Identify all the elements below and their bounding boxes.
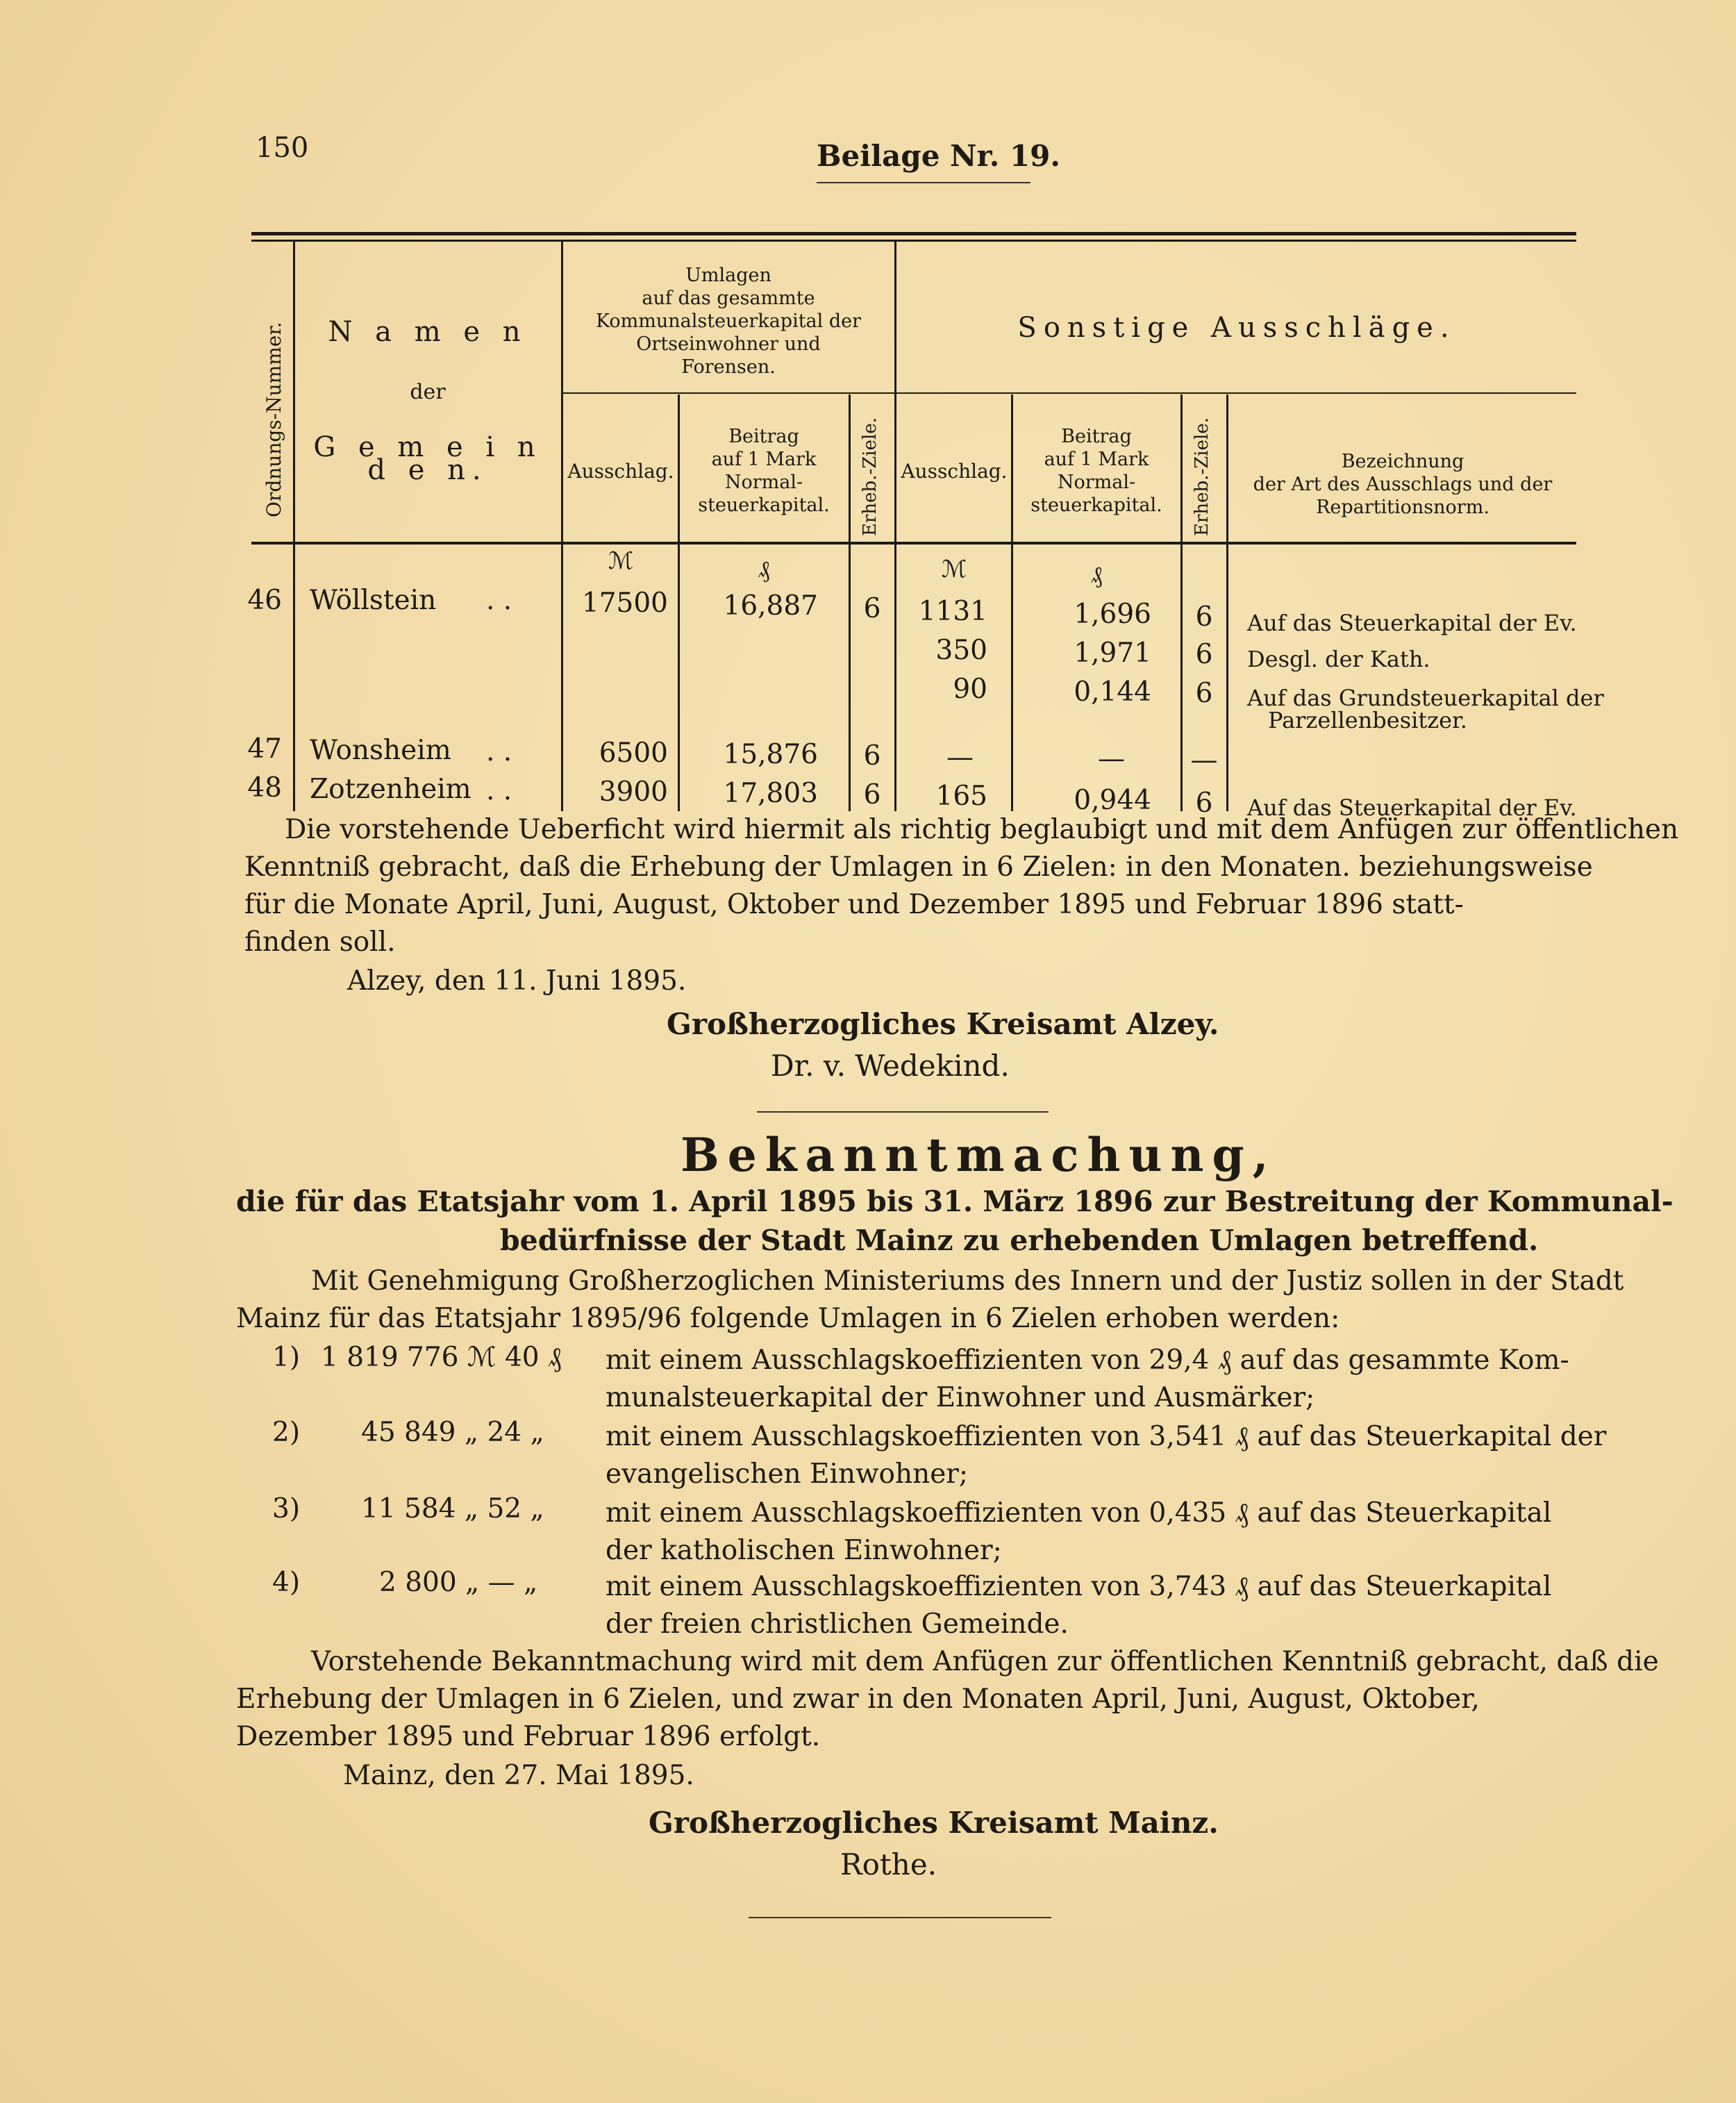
col-line xyxy=(561,242,563,811)
item-text: munalsteuerkapital der Einwohner und Ausmärker; xyxy=(606,1382,1315,1413)
col-line xyxy=(1180,394,1183,811)
item-amount: 11 584 „ 52 „ xyxy=(361,1493,544,1524)
item-number: 4) xyxy=(272,1567,301,1598)
closing-paragraph: Dezember 1895 und Februar 1896 erfolgt. xyxy=(236,1721,821,1752)
header-umlagen: Ortseinwohner und xyxy=(636,333,821,355)
mainz-signatory: Rothe. xyxy=(840,1847,937,1881)
header-namen-der: der xyxy=(410,380,446,404)
item-text: mit einem Ausschlagskoeffizienten von 3,541 ₰ auf das Steuerkapital der xyxy=(606,1421,1607,1452)
header-bezeichnung: Repartitionsnorm. xyxy=(1316,497,1489,518)
row-name: Wonsheim xyxy=(310,735,451,766)
item-number: 3) xyxy=(272,1493,301,1524)
row-sonst-beitrag: 1,971 xyxy=(1074,638,1151,669)
alzey-paragraph: für die Monate April, Juni, August, Oktober und Dezember 1895 und Februar 1896 statt- xyxy=(244,889,1464,920)
mainz-authority: Großherzogliches Kreisamt Mainz. xyxy=(649,1806,1219,1840)
item-text: der freien christlichen Gemeinde. xyxy=(606,1609,1069,1640)
bekanntmachung-subtitle: die für das Etatsjahr vom 1. April 1895 bis 31. März 1896 zur Bestreitung der Kommunal- xyxy=(236,1185,1674,1218)
row-sonst-ausschlag: 1131 xyxy=(918,596,987,627)
item-text: mit einem Ausschlagskoeffizienten von 29,4 ₰ auf das gesammte Kom- xyxy=(606,1345,1569,1376)
row-dots: . . xyxy=(486,736,512,767)
item-number: 1) xyxy=(272,1342,301,1373)
header-umlagen: Kommunalsteuerkapital der xyxy=(595,310,862,332)
row-name: Wöllstein xyxy=(310,585,437,616)
row-sonst-ausschlag: 350 xyxy=(935,635,987,666)
alzey-signatory: Dr. v. Wedekind. xyxy=(771,1049,1010,1083)
col-line xyxy=(849,394,851,811)
header-umlagen: auf das gesammte xyxy=(642,288,815,309)
row-nr: 48 xyxy=(247,772,282,804)
row-beitrag: 15,876 xyxy=(723,739,818,770)
header-beitrag-2: Normal- xyxy=(1057,472,1136,493)
unit-mark: ℳ xyxy=(608,547,634,575)
mainz-place-date: Mainz, den 27. Mai 1895. xyxy=(343,1760,694,1791)
row-ziele: 6 xyxy=(863,779,881,811)
item-text: evangelischen Einwohner; xyxy=(606,1458,969,1490)
alzey-paragraph: finden soll. xyxy=(244,926,396,958)
row-bezeichnung: Auf das Steuerkapital der Ev. xyxy=(1247,795,1577,821)
row-umlage: 3900 xyxy=(599,776,668,808)
header-sub-rule xyxy=(562,392,1576,394)
row-umlage: 6500 xyxy=(599,738,668,769)
row-bezeichnung: Parzellenbesitzer. xyxy=(1268,707,1467,733)
header-bezeichnung: der Art des Ausschlags und der xyxy=(1253,474,1553,495)
table-top-rule xyxy=(251,232,1576,235)
section-separator xyxy=(757,1111,1049,1113)
row-sonst-ausschlag: — xyxy=(946,742,974,773)
row-sonst-ziele: 6 xyxy=(1195,788,1213,819)
row-bezeichnung: Auf das Steuerkapital der Ev. xyxy=(1247,610,1577,636)
header-beitrag: Normal- xyxy=(724,472,803,493)
unit-pfennig: ₰ xyxy=(758,556,770,583)
header-ordnungsnummer: Ordnungs-Nummer. xyxy=(262,322,285,517)
row-sonst-beitrag: 0,944 xyxy=(1074,785,1151,816)
header-bottom-rule xyxy=(251,542,1576,545)
row-ziele: 6 xyxy=(863,593,881,624)
header-beitrag-2: steuerkapital. xyxy=(1030,494,1162,516)
table-top-rule-thin xyxy=(251,240,1576,242)
bekanntmachung-title: Bekanntmachung, xyxy=(681,1128,1277,1182)
row-sonst-ausschlag: 165 xyxy=(935,781,987,812)
row-umlage: 17500 xyxy=(581,588,668,619)
header-beitrag: steuerkapital. xyxy=(698,494,830,516)
item-amount: 1 819 776 ℳ 40 ₰ xyxy=(321,1342,562,1373)
header-umlagen: Umlagen xyxy=(685,265,771,286)
row-name: Zotzenheim xyxy=(310,774,471,805)
row-beitrag: 17,803 xyxy=(723,778,818,809)
col-line xyxy=(293,242,295,811)
row-bezeichnung: Desgl. der Kath. xyxy=(1247,646,1430,672)
header-beitrag-2: auf 1 Mark xyxy=(1044,449,1149,470)
header-sonstige: Sonstige Ausschläge. xyxy=(1017,312,1456,344)
item-text: der katholischen Einwohner; xyxy=(606,1535,1002,1566)
col-line xyxy=(1226,394,1228,811)
end-separator xyxy=(749,1917,1051,1918)
header-erheb-ziele: Erheb.-Ziele. xyxy=(860,417,880,536)
item-amount: 45 849 „ 24 „ xyxy=(361,1417,544,1448)
item-amount: 2 800 „ — „ xyxy=(379,1567,538,1598)
header-beitrag: Beitrag xyxy=(728,426,799,447)
closing-paragraph: Erhebung der Umlagen in 6 Zielen, und zwar in den Monaten April, Juni, August, Oktober, xyxy=(236,1684,1480,1715)
col-line xyxy=(1011,394,1013,811)
unit-mark-2: ℳ xyxy=(941,556,967,583)
row-sonst-beitrag: 1,696 xyxy=(1074,599,1151,630)
header-namen: N a m e n xyxy=(328,316,528,348)
col-line xyxy=(894,242,896,811)
row-sonst-beitrag: 0,144 xyxy=(1074,676,1151,708)
alzey-paragraph: Die vorstehende Ueberficht wird hiermit als richtig beglaubigt und mit dem Anfügen zur öffentlichen xyxy=(285,814,1679,845)
page-number: 150 xyxy=(256,132,309,164)
header-ausschlag-2: Ausschlag. xyxy=(901,460,1008,483)
row-bezeichnung: Auf das Grundsteuerkapital der xyxy=(1247,685,1604,711)
row-sonst-ziele: 6 xyxy=(1195,678,1213,709)
row-sonst-beitrag: — xyxy=(1098,743,1125,774)
item-text: mit einem Ausschlagskoeffizienten von 3,743 ₰ auf das Steuerkapital xyxy=(606,1571,1552,1602)
header-gemeinden: G e m e i n d e n. xyxy=(313,431,542,486)
row-ziele: 6 xyxy=(863,740,881,772)
header-bezeichnung: Bezeichnung xyxy=(1341,451,1464,472)
row-nr: 46 xyxy=(247,585,282,616)
closing-paragraph: Vorstehende Bekanntmachung wird mit dem Anfügen zur öffentlichen Kenntniß gebracht, daß die xyxy=(311,1646,1659,1677)
alzey-paragraph: Kenntniß gebracht, daß die Erhebung der Umlagen in 6 Zielen: in den Monaten. beziehungsweise xyxy=(244,851,1593,883)
header-beitrag: auf 1 Mark xyxy=(711,449,817,470)
running-title: Beilage Nr. 19. xyxy=(817,139,1061,173)
row-sonst-ziele: 6 xyxy=(1195,639,1213,670)
bekanntmachung-subtitle: bedürfnisse der Stadt Mainz zu erhebenden Umlagen betreffend. xyxy=(500,1224,1539,1257)
row-dots: . . xyxy=(486,585,512,616)
col-line xyxy=(678,394,680,811)
intro-paragraph: Mit Genehmigung Großherzoglichen Ministeriums des Innern und der Justiz sollen in der Stadt xyxy=(311,1265,1624,1297)
item-number: 2) xyxy=(272,1417,301,1448)
row-nr: 47 xyxy=(247,733,282,765)
intro-paragraph: Mainz für das Etatsjahr 1895/96 folgende Umlagen in 6 Zielen erhoben werden: xyxy=(236,1303,1340,1334)
row-sonst-ziele: — xyxy=(1190,745,1218,776)
header-beitrag-2: Beitrag xyxy=(1061,426,1132,447)
header-umlagen: Forensen. xyxy=(681,356,776,378)
row-sonst-ziele: 6 xyxy=(1195,601,1213,633)
header-ausschlag: Ausschlag. xyxy=(567,460,674,483)
item-text: mit einem Ausschlagskoeffizienten von 0,435 ₰ auf das Steuerkapital xyxy=(606,1497,1552,1529)
row-sonst-ausschlag: 90 xyxy=(953,674,987,705)
unit-pfennig-2: ₰ xyxy=(1090,561,1103,589)
header-erheb-ziele-2: Erheb.-Ziele. xyxy=(1192,417,1212,536)
alzey-place-date: Alzey, den 11. Juni 1895. xyxy=(347,965,687,997)
alzey-authority: Großherzogliches Kreisamt Alzey. xyxy=(667,1007,1219,1041)
running-title-rule xyxy=(817,182,1030,183)
row-beitrag: 16,887 xyxy=(723,590,818,622)
row-dots: . . xyxy=(486,775,512,806)
